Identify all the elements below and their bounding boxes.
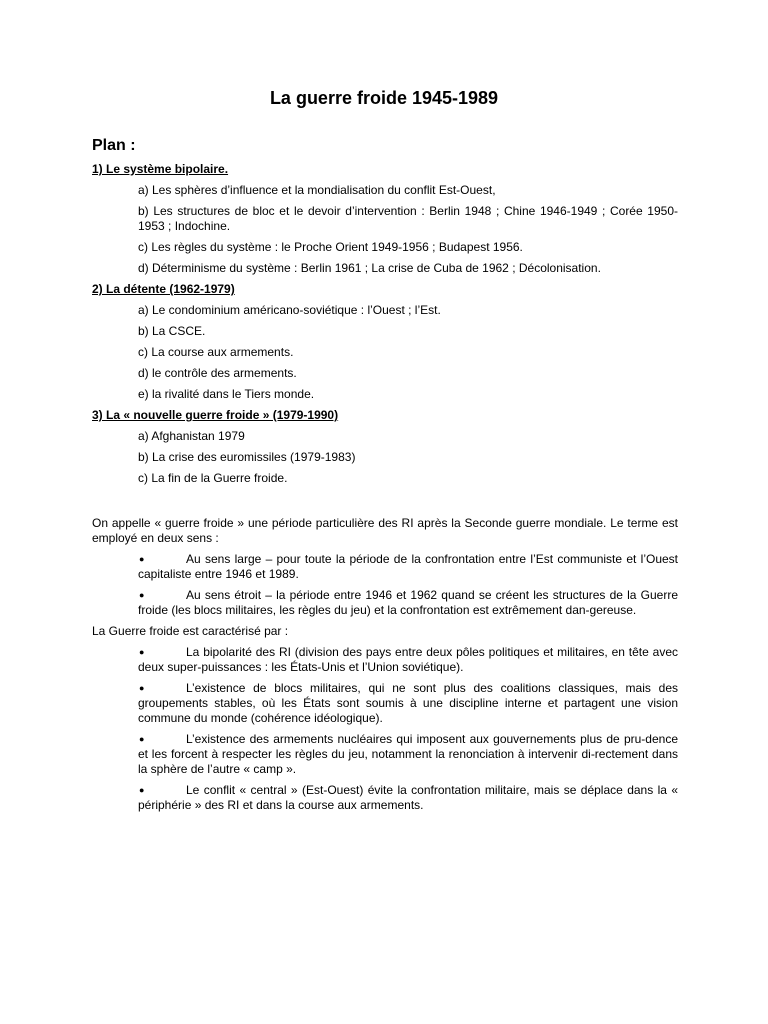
plan-item: d) Déterminisme du système : Berlin 1961 ; La crise de Cuba de 1962 ; Décolonisation.: [138, 261, 601, 275]
document-body: [92, 162, 678, 819]
bullet-text: Au sens étroit – la période entre 1946 et 1962 quand se créent les structures de la Guerre froide (les blocs militaires, les règles du jeu) et la confrontation est extrêmement dan-gereuse.: [138, 588, 678, 617]
characterized-paragraph: La Guerre froide est caractérisé par :: [92, 624, 289, 638]
bullet-item: [138, 645, 678, 675]
bullet-icon: ●: [139, 683, 145, 693]
bullet-icon: ●: [139, 590, 145, 600]
bullet-item: [138, 552, 678, 582]
bullet-text: La bipolarité des RI (division des pays entre deux pôles politiques et militaires, en tête avec deux super-puissances : les États-Unis et l’Union soviétique).: [138, 645, 678, 674]
intro-paragraph: On appelle « guerre froide » une période particulière des RI après la Seconde guerre mondiale. Le terme est employé en deux sens :: [92, 516, 678, 545]
bullet-item: [138, 588, 678, 618]
bullet-item: [138, 681, 678, 726]
plan-item: c) Les règles du système : le Proche Orient 1949-1956 ; Budapest 1956.: [138, 240, 523, 254]
plan-item: c) La fin de la Guerre froide.: [138, 471, 288, 485]
plan-item: a) Le condominium américano-soviétique : l’Ouest ; l’Est.: [138, 303, 441, 317]
document-title: La guerre froide 1945-1989: [269, 88, 499, 108]
plan-item: c) La course aux armements.: [138, 345, 294, 359]
bullet-icon: ●: [139, 734, 145, 744]
bullet-item: [138, 732, 678, 777]
bullet-icon: ●: [139, 785, 145, 795]
plan-item: e) la rivalité dans le Tiers monde.: [138, 387, 315, 401]
plan-item: b) La crise des euromissiles (1979-1983): [138, 450, 356, 464]
section-heading-3: 3) La « nouvelle guerre froide » (1979-1990): [92, 408, 339, 422]
section-heading-1: 1) Le système bipolaire.: [92, 162, 229, 176]
plan-item: d) le contrôle des armements.: [138, 366, 297, 380]
bullet-text: Au sens large – pour toute la période de la confrontation entre l’Est communiste et l’Ouest capitaliste entre 1946 et 1989.: [138, 552, 678, 581]
section-heading-2: 2) La détente (1962-1979): [92, 282, 235, 296]
plan-item: b) La CSCE.: [138, 324, 206, 338]
bullet-text: Le conflit « central » (Est-Ouest) évite la confrontation militaire, mais se déplace dans la « périphérie » des RI et dans la course aux armements.: [138, 783, 678, 812]
bullet-text: L’existence des armements nucléaires qui imposent aux gouvernements plus de pru-dence et les forcent à respecter les règles du jeu, notamment la renonciation à intervenir di-rectement dans la sphère de l’autre « camp ».: [138, 732, 678, 776]
bullet-icon: ●: [139, 647, 145, 657]
bullet-text: L’existence de blocs militaires, qui ne sont plus des coalitions classiques, mais des groupements stables, où les États sont soumis à une discipline interne et partagent une vision commune du monde (cohérence idéologique).: [138, 681, 678, 725]
bullet-item: [138, 783, 678, 813]
bullet-icon: ●: [139, 554, 145, 564]
plan-heading: Plan :: [92, 137, 136, 154]
plan-item: a) Afghanistan 1979: [138, 429, 245, 443]
plan-item: b) Les structures de bloc et le devoir d’intervention : Berlin 1948 ; Chine 1946-1949 ; Corée 1950-1953 ; Indochine.: [138, 204, 678, 233]
plan-item: a) Les sphères d’influence et la mondialisation du conflit Est-Ouest,: [138, 183, 496, 197]
